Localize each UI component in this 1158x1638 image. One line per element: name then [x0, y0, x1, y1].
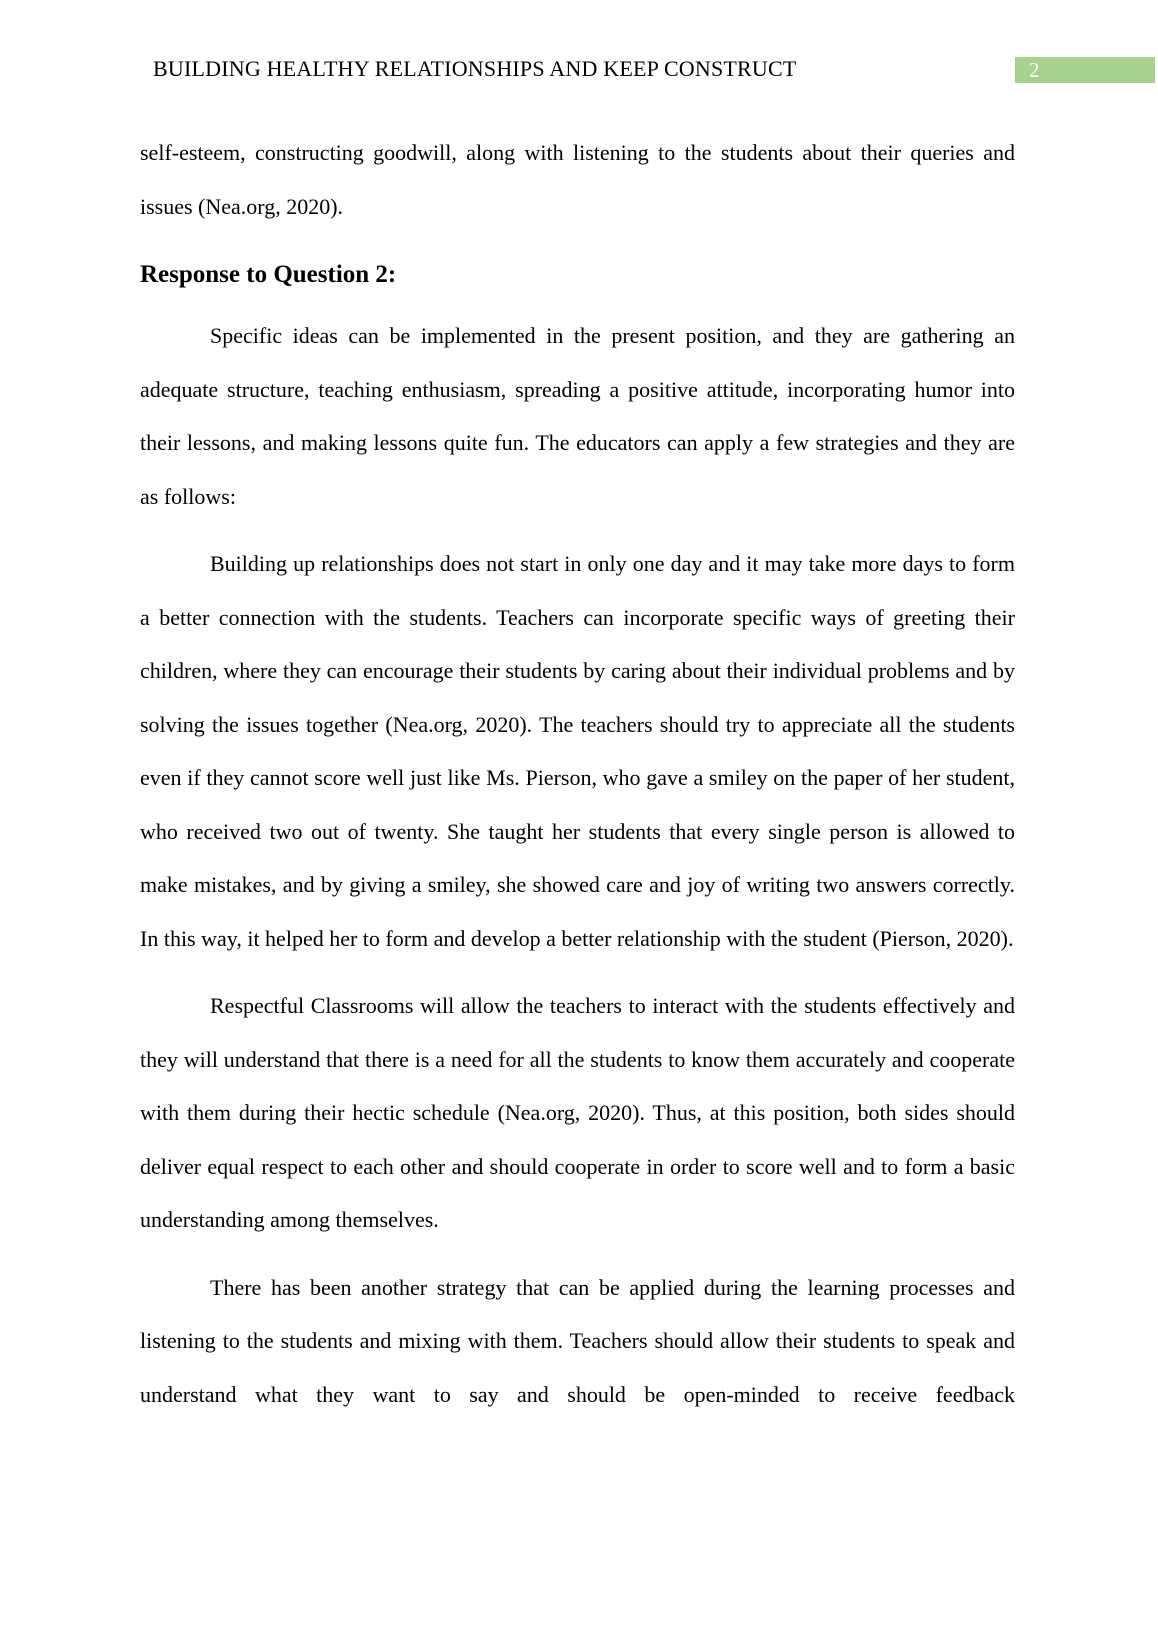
page-number: 2: [1015, 57, 1155, 83]
body-text: [140, 126, 1015, 1421]
paragraph-4: There has been another strategy that can be applied during the learning processes and listening to the students and mixing with them. Teachers should allow their students to speak and understand what they want to say and should be open-minded to receive feedback: [140, 1274, 1015, 1407]
paragraph-1: Specific ideas can be implemented in the present position, and they are gathering an adequate structure, teaching enthusiasm, spreading a positive attitude, incorporating humor into their lessons, and making lessons quite fun. The educators can apply a few strategies and they are as follows:: [140, 323, 1015, 509]
running-head: BUILDING HEALTHY RELATIONSHIPS AND KEEP CONSTRUCT: [153, 56, 797, 81]
section-heading: Response to Question 2:: [140, 261, 397, 288]
continued-paragraph: self-esteem, constructing goodwill, along with listening to the students about their queries and issues (Nea.org, 2020).: [140, 140, 1015, 219]
paragraph-2: Building up relationships does not start in only one day and it may take more days to form a better connection with the students. Teachers can incorporate specific ways of greeting their children, where they can encourage their students by caring about their individual problems and by solving the issues together (Nea.org, 2020). The teachers should try to appreciate all the students even if they cannot score well just like Ms. Pierson, who gave a smiley on the paper of her student, who received two out of twenty. She taught her students that every single person is allowed to make mistakes, and by giving a smiley, she showed care and joy of writing two answers correctly. In this way, it helped her to form and develop a better relationship with the student (Pierson, 2020).: [140, 551, 1015, 951]
paragraph-3: Respectful Classrooms will allow the teachers to interact with the students effectively and they will understand that there is a need for all the students to know them accurately and cooperate with them during their hectic schedule (Nea.org, 2020). Thus, at this position, both sides should deliver equal respect to each other and should cooperate in order to score well and to form a basic understanding among themselves.: [140, 993, 1015, 1232]
